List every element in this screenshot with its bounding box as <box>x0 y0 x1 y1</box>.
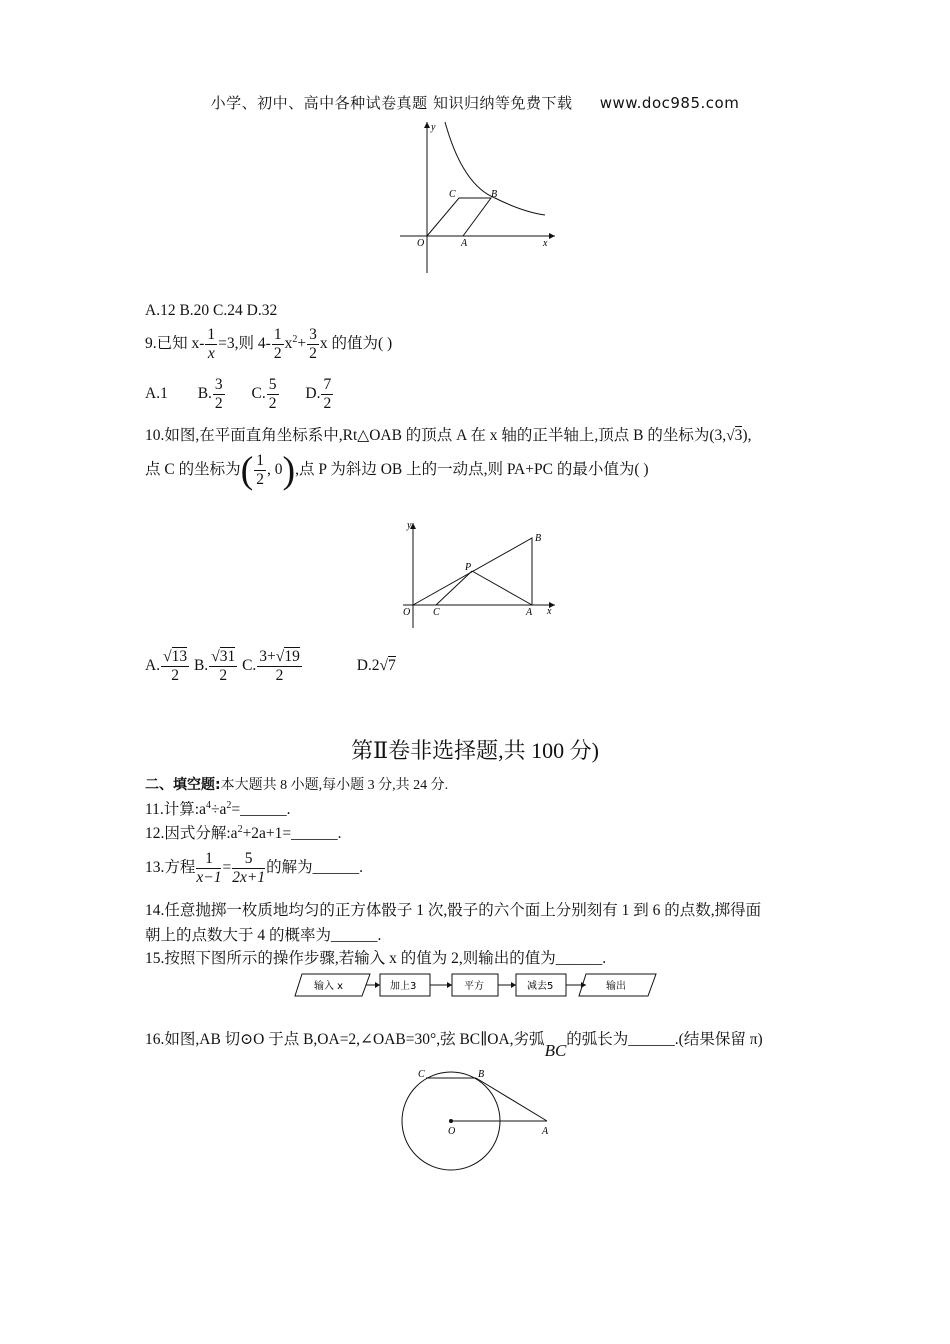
fig10-c-label: C <box>433 607 440 618</box>
q14-line1: 14.任意抛掷一枚质地均匀的正方体骰子 1 次,骰子的六个面上分别刻有 1 到 6 的点数,掷得面 <box>145 902 762 919</box>
fig10-o-label: O <box>403 607 411 618</box>
part2-title: 第Ⅱ卷非选择题,共 100 分) <box>351 738 599 763</box>
fig8-y-label: y <box>431 122 436 133</box>
circle-figure <box>390 1064 560 1174</box>
q9-option-a: A.1 <box>145 385 168 403</box>
triangle-figure <box>395 518 565 633</box>
fig16-c-label: C <box>418 1069 425 1080</box>
fig16-o-label: O <box>448 1126 456 1137</box>
q9-stem: 9.已知 x- $\frac{1}{x}$ =3,则 4- $\frac{1}{2}$ $x^2+$ $\frac{3}{2}$ x 的值为( ) <box>145 326 393 362</box>
header-text: 小学、初中、高中各种试卷真题 知识归纳等免费下载 <box>210 94 573 112</box>
q10-stem-line2: 点 C 的坐标为( $\frac{1}{2}$ , 0),点 P 为斜边 OB 上的一动点,则 PA+PC 的最小值为( ) <box>145 449 649 492</box>
flow-step-square: 平方 <box>464 981 484 992</box>
flow-step-input: 输入 x <box>314 981 344 992</box>
hyperbola-figure <box>395 118 565 278</box>
q10-stem-line1: 10.如图,在平面直角坐标系中,Rt△OAB 的顶点 A 在 x 轴的正半轴上,顶点 B 的坐标为(3,√3), <box>145 427 752 444</box>
q14-line2: 朝上的点数大于 4 的概率为______. <box>145 927 382 944</box>
fig10-a-label: A <box>526 607 533 618</box>
flow-step-subtract: 减去5 <box>527 981 554 992</box>
flowchart <box>294 972 660 1000</box>
header-url[interactable]: www.doc985.com <box>599 94 740 112</box>
fig8-c-label: C <box>449 189 456 200</box>
fig10-b-label: B <box>535 533 542 544</box>
fig10-p-label: P <box>465 562 472 573</box>
flow-step-output: 输出 <box>606 981 626 992</box>
fig16-a-label: A <box>542 1126 549 1137</box>
q8-options: A.12 B.20 C.24 D.32 <box>145 302 278 319</box>
fig8-o-label: O <box>417 238 425 249</box>
fig8-x-label: x <box>543 238 548 249</box>
fig8-b-label: B <box>491 189 498 200</box>
fig8-a-label: A <box>461 238 468 249</box>
q15: 15.按照下图所示的操作步骤,若输入 x 的值为 2,则输出的值为______. <box>145 950 607 967</box>
section-heading: 二、填空题:本大题共 8 小题,每小题 3 分,共 24 分. <box>145 777 449 793</box>
page-header <box>0 92 950 113</box>
fig10-x-label: x <box>547 606 552 617</box>
flow-step-add: 加上3 <box>390 981 417 992</box>
fig16-b-label: B <box>478 1069 485 1080</box>
q12: 12.因式分解$:a^2+2a+1=\_\_\_\_\_\_$. <box>145 823 342 842</box>
fig10-y-label: y <box>407 520 412 531</box>
q16: 16.如图,AB 切⊙O 于点 B,OA=2,∠OAB=30°,弦 BC∥OA,劣弧BC的弧长为______.(结果保留 π) <box>145 1031 763 1060</box>
q9-options: A.1 B. $\frac{3}{2}$ C. $\frac{5}{2}$ D. $\frac{7}{2}$ <box>145 376 332 412</box>
q11: 11.计算$:a^4\div a^2=\_\_\_\_\_\_$. <box>145 799 291 818</box>
q10-options: A. $\frac{√13}{2}$ B. $\frac{√31}{2}$ C. $\frac{3+√19}{2}$ D.2√7 <box>145 648 396 684</box>
q13: 13.方程 $\frac{1}{x-1}$ = $\frac{5}{2x+1}$ 的解为______. <box>145 850 363 886</box>
